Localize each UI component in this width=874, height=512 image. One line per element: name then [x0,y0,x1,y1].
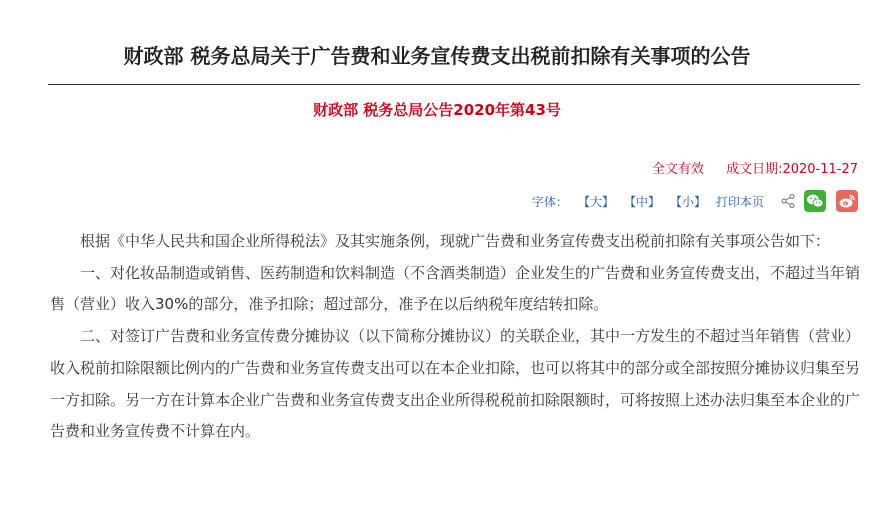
print-button[interactable]: 打印本页 [715,194,764,209]
font-medium-button[interactable]: 【中】 [623,194,660,209]
article-body [50,226,862,448]
share-icon[interactable] [780,193,796,209]
paragraph-item-1: 一、对化妆品制造或销售、医药制造和饮料制造（不含酒类制造）企业发生的广告费和业务宣传费支出，不超过当年销售（营业）收入30%的部分，准予扣除；超过部分，准予在以后纳税年度结转扣除。 [50,263,861,314]
paragraph-item-2: 二、对签订广告费和业务宣传费分摊协议（以下简称分摊协议）的关联企业，其中一方发生的不超过当年销售（营业）收入税前扣除限额比例内的广告费和业务宣传费支出可以在本企业扣除，也可以将其中的部分或全部按照分摊协议归集至另一方扣除。另一方在计算本企业广告费和业务宣传费支出企业所得税税前扣除限额时，可将按照上述办法归集至本企业的广告费和业务宣传费不计算在内。 [50,327,861,441]
toolbar [532,188,858,214]
page-title: 财政部 税务总局关于广告费和业务宣传费支出税前扣除有关事项的公告 [123,44,751,68]
issue-date: 成文日期:2020-11-27 [726,162,858,177]
font-small-button[interactable]: 【小】 [669,194,706,209]
paragraph-intro: 根据《中华人民共和国企业所得税法》及其实施条例，现就广告费和业务宣传费支出税前扣除有关事项公告如下： [80,232,831,250]
document-meta [652,158,858,177]
wechat-icon[interactable] [804,190,826,212]
validity-status: 全文有效 [652,162,705,177]
font-size-label: 字体： [531,194,568,209]
weibo-icon[interactable] [836,190,858,212]
document-number: 财政部 税务总局公告2020年第43号 [313,101,561,119]
title-divider [48,84,860,85]
font-large-button[interactable]: 【大】 [577,194,614,209]
